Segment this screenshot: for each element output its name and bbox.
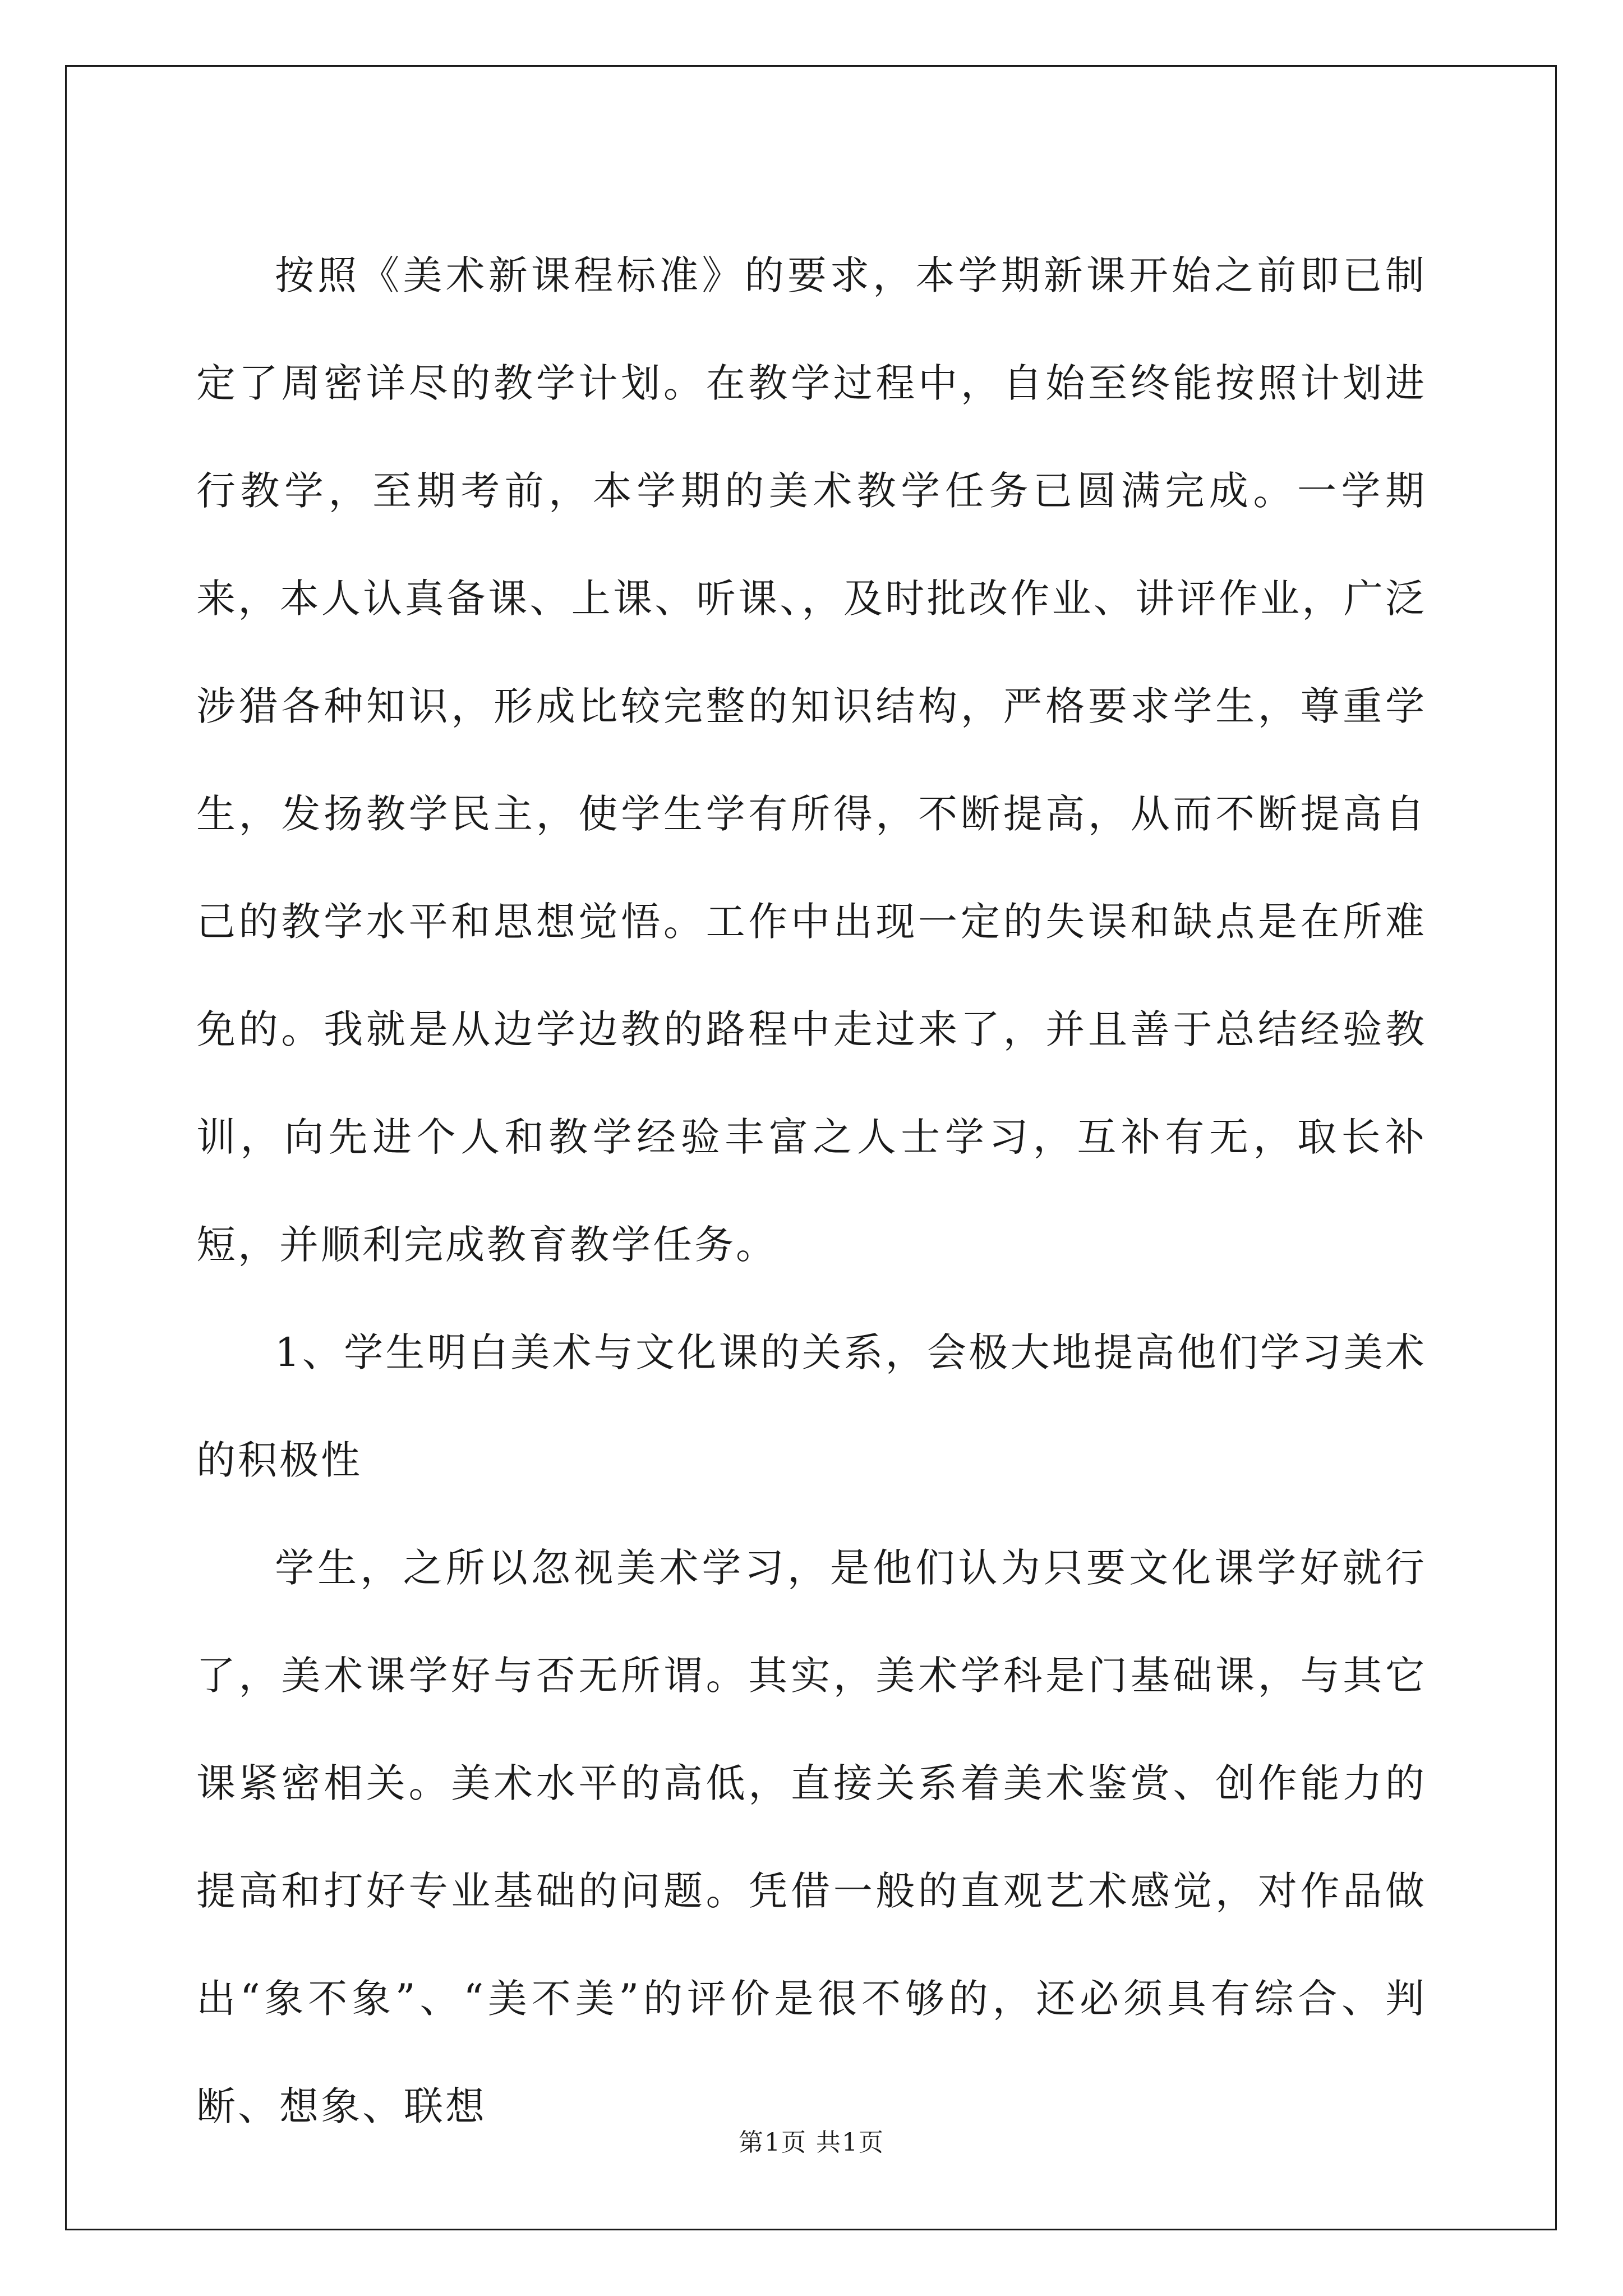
- paragraph-2: 1、学生明白美术与文化课的关系，会极大地提高他们学习美术的积极性: [196, 1329, 1427, 1483]
- paragraph-1: 按照《美术新课程标准》的要求，本学期新课开始之前即已制定了周密详尽的教学计划。在教学过程中，自始至终能按照计划进行教学，至期考前，本学期的美术教学任务已圆满完成。一学期来，本人认真备课、上课、听课、，及时批改作业、讲评作业，广泛涉猎各种知识，形成比较完整的知识结构，严格要求学生，尊重学生，发扬教学民主，使学生学有所得，不断提高，从而不断提高自己的教学水平和思想觉悟。工作中出现一定的失误和缺点是在所难免的。我就是从边学边教的路程中走过来了，并且善于总结经验教训，向先进个人和教学经验丰富之人士学习，互补有无，取长补短，并顺利完成教育教学任务。: [196, 252, 1427, 1268]
- paragraph-3: 学生，之所以忽视美术学习，是他们认为只要文化课学好就行了，美术课学好与否无所谓。其实，美术学科是门基础课，与其它课紧密相关。美术水平的高低，直接关系着美术鉴赏、创作能力的提高和打好专业基础的问题。凭借一般的直观艺术感觉，对作品做出“象不象”、“美不美”的评价是很不够的，还必须具有综合、判断、想象、联想: [196, 1545, 1427, 2129]
- document-body: [196, 222, 1427, 2160]
- page-footer: 第1页 共1页: [739, 2128, 884, 2157]
